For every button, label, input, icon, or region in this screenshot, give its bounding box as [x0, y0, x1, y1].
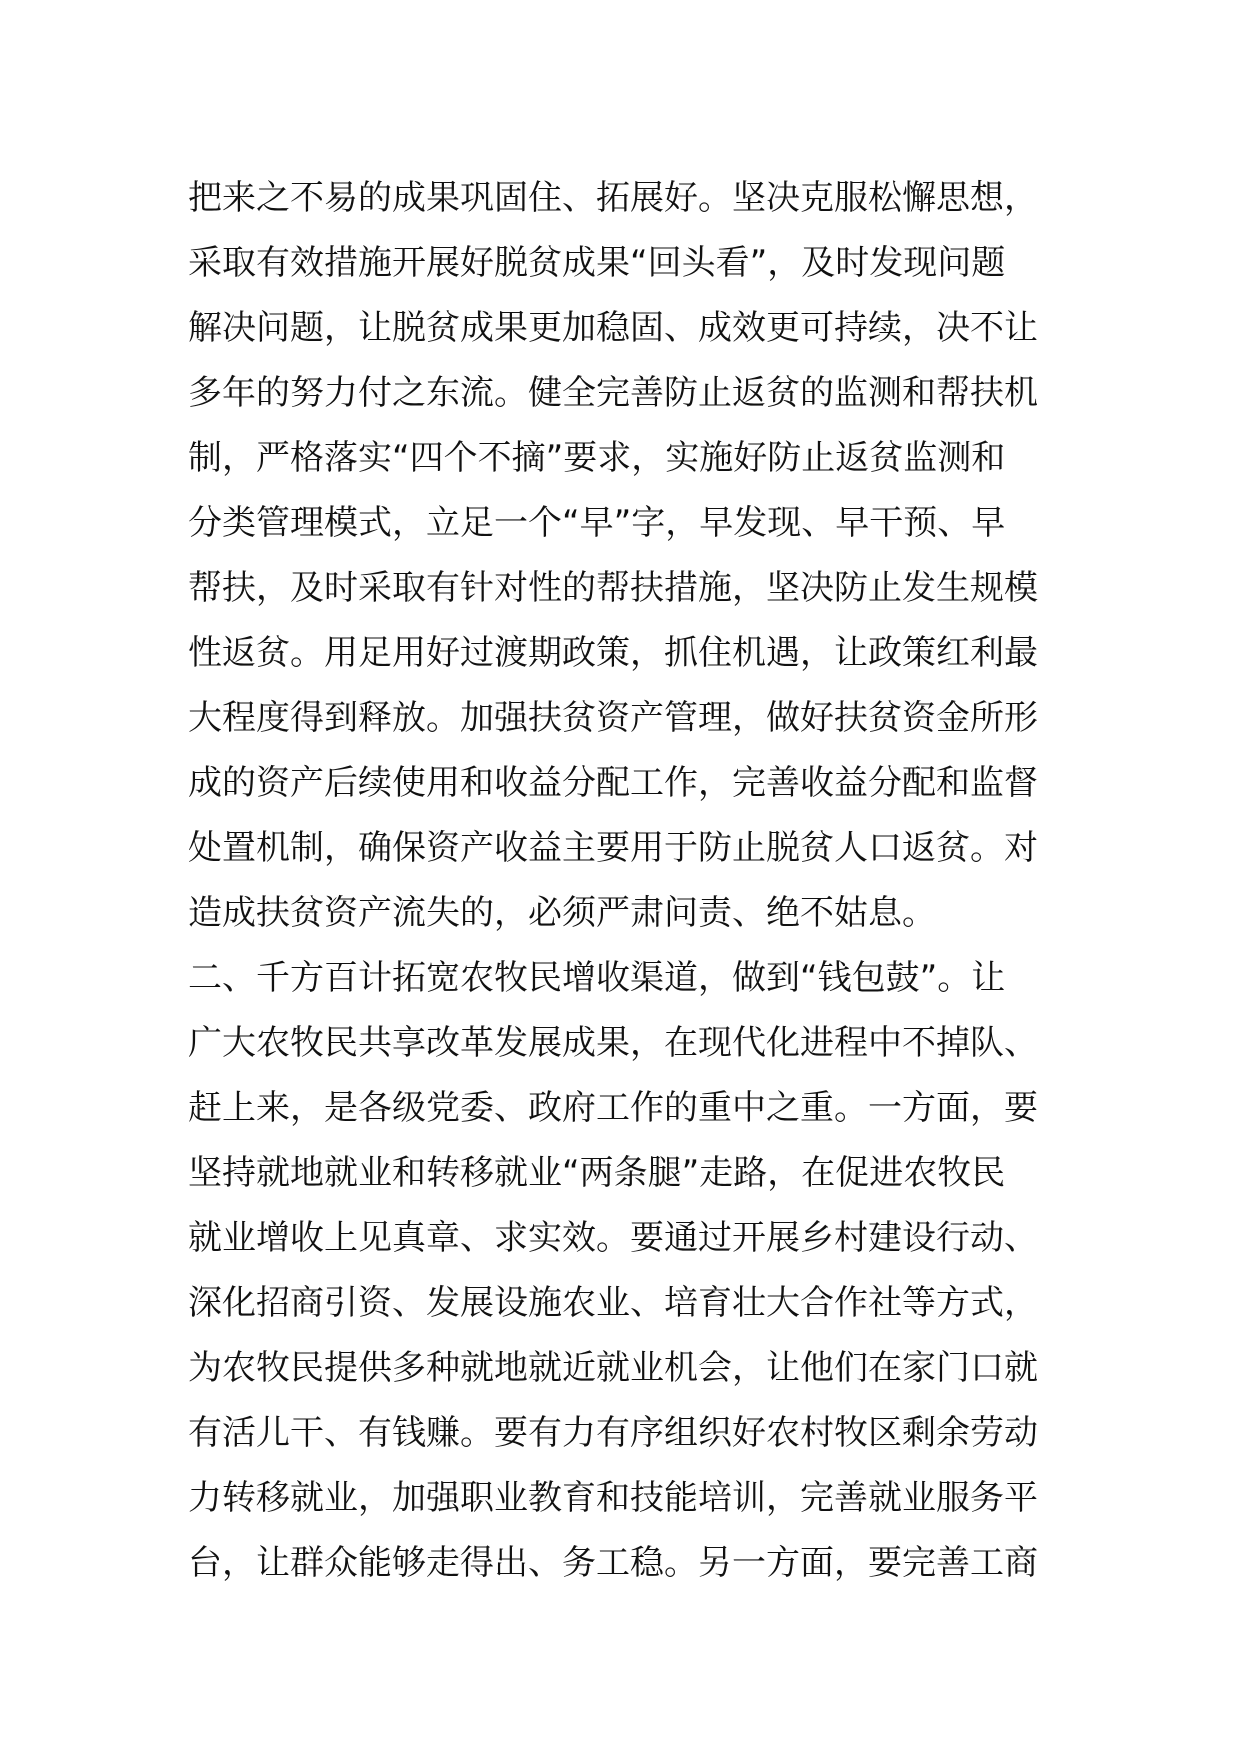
text-line-11: 处置机制，确保资产收益主要用于防止脱贫人口返贫。对: [188, 828, 1038, 868]
text-line-2: 采取有效措施开展好脱贫成果“回头看”，及时发现问题: [188, 243, 1006, 283]
text-line-12: 造成扶贫资产流失的，必须严肃问责、绝不姑息。: [188, 893, 936, 933]
section-heading-line: 二、千方百计拓宽农牧民增收渠道，做到“钱包鼓”。让: [188, 958, 1006, 998]
text-line-1: 把来之不易的成果巩固住、拓展好。坚决克服松懈思想，: [188, 178, 1038, 218]
text-line-4: 多年的努力付之东流。健全完善防止返贫的监测和帮扶机: [188, 373, 1038, 413]
text-line-6: 分类管理模式，立足一个“早”字，早发现、早干预、早: [188, 503, 1006, 543]
text-line-18: 深化招商引资、发展设施农业、培育壮大合作社等方式，: [188, 1283, 1038, 1323]
text-line-19: 为农牧民提供多种就地就近就业机会，让他们在家门口就: [188, 1348, 1038, 1388]
text-line-14: 广大农牧民共享改革发展成果，在现代化进程中不掉队、: [188, 1023, 1038, 1063]
text-line-22: 台，让群众能够走得出、务工稳。另一方面，要完善工商: [188, 1543, 1038, 1583]
body-text: [188, 166, 1068, 1596]
text-line-7: 帮扶，及时采取有针对性的帮扶措施，坚决防止发生规模: [188, 568, 1038, 608]
text-line-17: 就业增收上见真章、求实效。要通过开展乡村建设行动、: [188, 1218, 1038, 1258]
text-line-16: 坚持就地就业和转移就业“两条腿”走路，在促进农牧民: [188, 1153, 1006, 1193]
text-line-5: 制，严格落实“四个不摘”要求，实施好防止返贫监测和: [188, 438, 1006, 478]
text-line-9: 大程度得到释放。加强扶贫资产管理，做好扶贫资金所形: [188, 698, 1038, 738]
text-line-21: 力转移就业，加强职业教育和技能培训，完善就业服务平: [188, 1478, 1038, 1518]
text-line-3: 解决问题，让脱贫成果更加稳固、成效更可持续，决不让: [188, 308, 1038, 348]
text-line-10: 成的资产后续使用和收益分配工作，完善收益分配和监督: [188, 763, 1038, 803]
text-line-8: 性返贫。用足用好过渡期政策，抓住机遇，让政策红利最: [188, 633, 1038, 673]
text-line-15: 赶上来，是各级党委、政府工作的重中之重。一方面，要: [188, 1088, 1038, 1128]
text-line-20: 有活儿干、有钱赚。要有力有序组织好农村牧区剩余劳动: [188, 1413, 1038, 1453]
